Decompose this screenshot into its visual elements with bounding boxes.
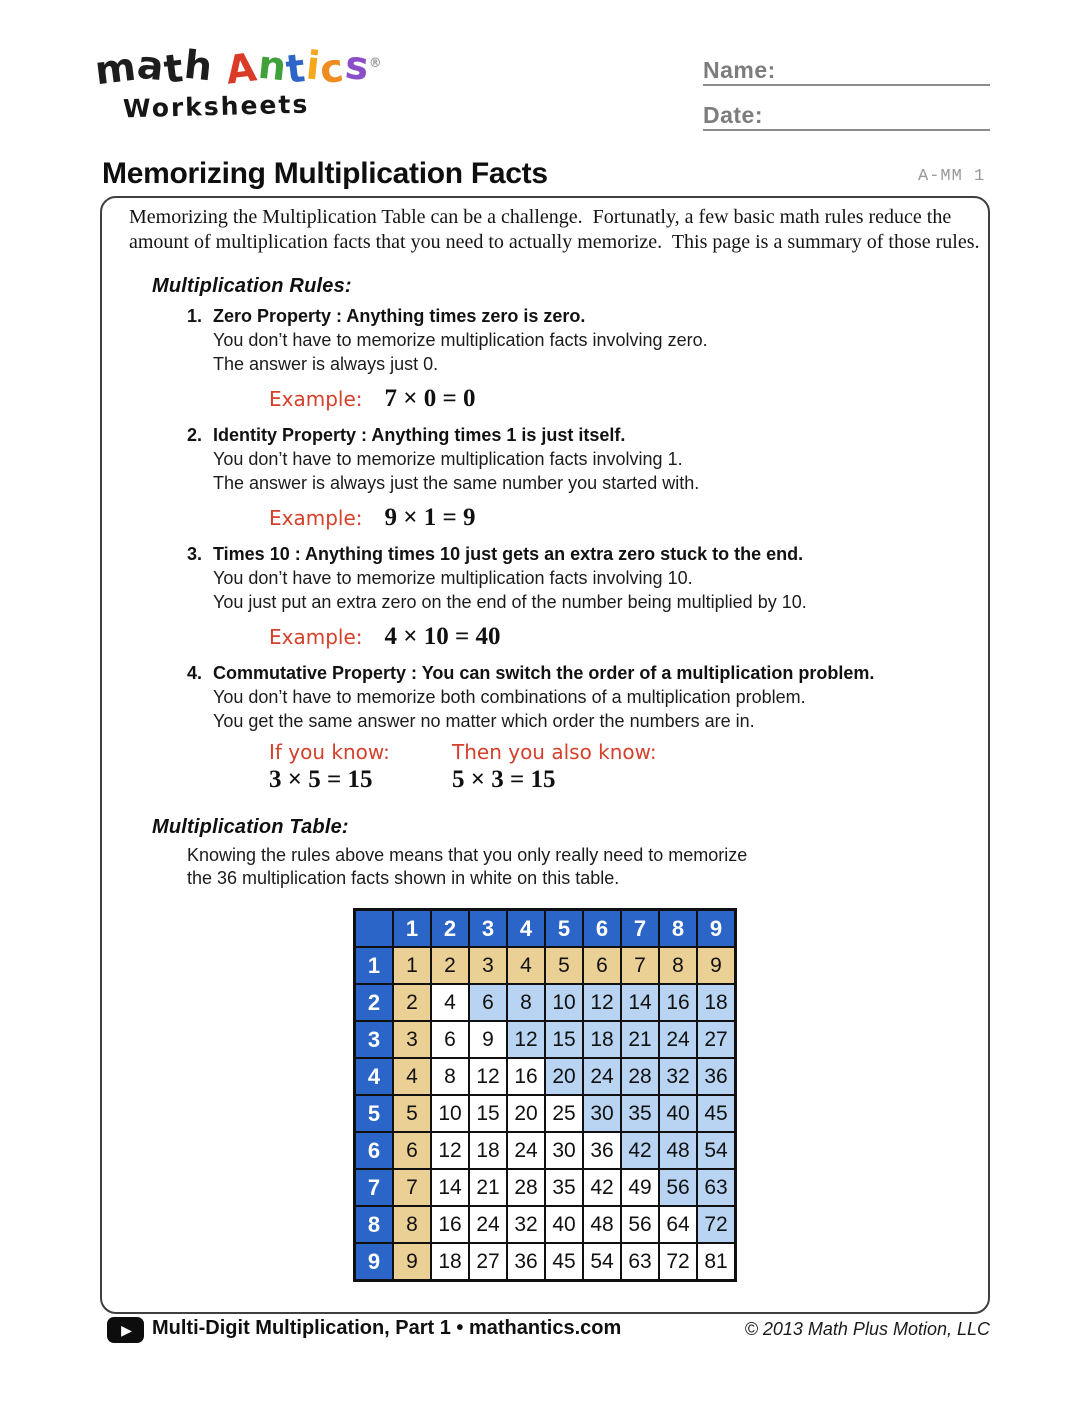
table-row: [355, 1206, 736, 1243]
table-row: [355, 947, 736, 984]
rule-body: [213, 566, 977, 614]
table-cell: 72: [697, 1206, 736, 1243]
table-cell: 42: [621, 1132, 659, 1169]
table-cell: 6: [393, 1132, 431, 1169]
table-cell: 1: [393, 947, 431, 984]
rule-heading-text: Identity Property : Anything times 1 is just itself.: [213, 425, 626, 445]
rule-heading-text: Commutative Property : You can switch the order of a multiplication problem.: [213, 663, 875, 683]
then-you-know-equation: 5 × 3 = 15: [452, 766, 556, 793]
example-row: [269, 623, 977, 651]
logo-wordmark: [92, 42, 383, 95]
table-corner-cell: [355, 910, 394, 948]
table-cell: 56: [659, 1169, 697, 1206]
table-cell: 16: [659, 984, 697, 1021]
rule-body-line-1: You don’t have to memorize multiplication facts involving 10.: [213, 568, 693, 588]
table-cell: 48: [659, 1132, 697, 1169]
table-cell: 24: [469, 1206, 507, 1243]
example-label: Example:: [269, 506, 363, 530]
table-cell: 15: [469, 1095, 507, 1132]
example-equation: 7 × 0 = 0: [384, 385, 476, 412]
table-cell: 8: [507, 984, 545, 1021]
rule-body: [213, 685, 977, 733]
table-intro-paragraph: [187, 844, 747, 890]
table-cell: 81: [697, 1243, 736, 1281]
table-row-header-9: 9: [355, 1243, 394, 1281]
table-row: [355, 1095, 736, 1132]
rule-heading-text: Times 10 : Anything times 10 just gets an extra zero stuck to the end.: [213, 544, 804, 564]
table-cell: 28: [507, 1169, 545, 1206]
rule-heading: [187, 543, 977, 566]
table-cell: 35: [621, 1095, 659, 1132]
table-row: [355, 1169, 736, 1206]
table-cell: 45: [545, 1243, 583, 1281]
table-row-header-8: 8: [355, 1206, 394, 1243]
rule-heading: [187, 424, 977, 447]
rule-body: [213, 328, 977, 376]
table-cell: 45: [697, 1095, 736, 1132]
table-cell: 30: [545, 1132, 583, 1169]
table-cell: 32: [659, 1058, 697, 1095]
rule-body-line-2: The answer is always just the same number you started with.: [213, 473, 700, 493]
table-col-header-2: 2: [431, 910, 469, 948]
example-row: [269, 504, 977, 532]
table-col-header-3: 3: [469, 910, 507, 948]
table-cell: 2: [393, 984, 431, 1021]
rule-number: 3.: [187, 544, 203, 564]
table-header-row: [355, 910, 736, 948]
example-equation: 4 × 10 = 40: [384, 623, 501, 650]
table-cell: 63: [697, 1169, 736, 1206]
then-you-know-column: [452, 740, 977, 794]
table-col-header-5: 5: [545, 910, 583, 948]
table-cell: 4: [507, 947, 545, 984]
table-intro-line-1: Knowing the rules above means that you only really need to memorize: [187, 845, 748, 865]
logo-word-antics: [223, 42, 372, 94]
rule-body-line-2: You get the same answer no matter which order the numbers are in.: [213, 711, 755, 731]
logo-letter: m: [92, 44, 140, 95]
table-cell: 24: [583, 1058, 621, 1095]
logo-letter: s: [342, 42, 372, 91]
table-cell: 18: [431, 1243, 469, 1281]
table-col-header-4: 4: [507, 910, 545, 948]
table-cell: 4: [431, 984, 469, 1021]
rule-body-line-2: You just put an extra zero on the end of the number being multiplied by 10.: [213, 592, 807, 612]
table-cell: 35: [545, 1169, 583, 1206]
table-row-header-4: 4: [355, 1058, 394, 1095]
table-cell: 8: [431, 1058, 469, 1095]
rule-body: [213, 447, 977, 495]
table-cell: 10: [545, 984, 583, 1021]
table-row: [355, 1021, 736, 1058]
rule-zero-property: [187, 305, 977, 413]
logo-letter: A: [223, 45, 261, 94]
table-col-header-6: 6: [583, 910, 621, 948]
table-cell: 10: [431, 1095, 469, 1132]
then-you-know-label: Then you also know:: [452, 740, 657, 764]
logo-letter: c: [317, 45, 348, 94]
table-cell: 6: [431, 1021, 469, 1058]
table-cell: 24: [507, 1132, 545, 1169]
table-cell: 54: [697, 1132, 736, 1169]
table-cell: 40: [659, 1095, 697, 1132]
table-cell: 3: [393, 1021, 431, 1058]
table-col-header-9: 9: [697, 910, 736, 948]
intro-line-1: Memorizing the Multiplication Table can be a challenge. Fortunatly, a few basic math rules reduce the: [129, 206, 952, 228]
date-field-line: [703, 102, 990, 131]
table-cell: 20: [507, 1095, 545, 1132]
math-antics-logo: [92, 42, 383, 124]
example-label: Example:: [269, 387, 363, 411]
table-cell: 48: [583, 1206, 621, 1243]
table-cell: 7: [621, 947, 659, 984]
table-cell: 14: [431, 1169, 469, 1206]
table-row: [355, 1132, 736, 1169]
table-cell: 9: [393, 1243, 431, 1281]
logo-letter: h: [181, 42, 215, 91]
footer-video-title: Multi-Digit Multiplication, Part 1 • mathantics.com: [152, 1317, 622, 1339]
table-col-header-8: 8: [659, 910, 697, 948]
example-equation: 9 × 1 = 9: [384, 504, 476, 531]
intro-line-2: amount of multiplication facts that you need to actually memorize. This page is a summary of those rules.: [129, 231, 980, 253]
table-intro-line-2: the 36 multiplication facts shown in white on this table.: [187, 868, 620, 888]
logo-letter: t: [283, 45, 309, 94]
table-cell: 9: [469, 1021, 507, 1058]
rule-body-line-1: You don’t have to memorize multiplication facts involving 1.: [213, 449, 683, 469]
table-cell: 15: [545, 1021, 583, 1058]
table-cell: 8: [393, 1206, 431, 1243]
table-cell: 32: [507, 1206, 545, 1243]
table-row-header-1: 1: [355, 947, 394, 984]
table-cell: 40: [545, 1206, 583, 1243]
table-cell: 6: [583, 947, 621, 984]
table-col-header-7: 7: [621, 910, 659, 948]
logo-word-math: [92, 42, 215, 95]
date-label: Date:: [703, 102, 764, 128]
table-cell: 27: [697, 1021, 736, 1058]
if-you-know-label: If you know:: [269, 740, 390, 764]
table-cell: 3: [469, 947, 507, 984]
table-cell: 12: [507, 1021, 545, 1058]
table-row-header-6: 6: [355, 1132, 394, 1169]
table-cell: 54: [583, 1243, 621, 1281]
table-cell: 14: [621, 984, 659, 1021]
rule-commutative-property: [187, 662, 977, 794]
table-cell: 56: [621, 1206, 659, 1243]
copyright-notice: © 2013 Math Plus Motion, LLC: [744, 1319, 990, 1339]
rule-heading: [187, 305, 977, 328]
table-cell: 63: [621, 1243, 659, 1281]
rule-number: 2.: [187, 425, 203, 445]
table-cell: 28: [621, 1058, 659, 1095]
table-cell: 9: [697, 947, 736, 984]
name-label: Name:: [703, 57, 776, 83]
table-row: [355, 1058, 736, 1095]
rule-number: 1.: [187, 306, 203, 326]
table-cell: 7: [393, 1169, 431, 1206]
table-row-header-5: 5: [355, 1095, 394, 1132]
table-cell: 27: [469, 1243, 507, 1281]
table-cell: 18: [583, 1021, 621, 1058]
table-cell: 12: [431, 1132, 469, 1169]
logo-letter: n: [255, 42, 289, 91]
table-cell: 36: [583, 1132, 621, 1169]
table-cell: 72: [659, 1243, 697, 1281]
table-cell: 6: [469, 984, 507, 1021]
table-cell: 2: [431, 947, 469, 984]
logo-letter: t: [161, 45, 187, 94]
table-row-header-3: 3: [355, 1021, 394, 1058]
rule-heading: [187, 662, 977, 685]
logo-letter: a: [134, 42, 167, 91]
play-triangle-icon: ▶: [121, 1322, 132, 1338]
multiplication-table: [353, 908, 737, 1282]
rule-body-line-1: You don’t have to memorize both combinations of a multiplication problem.: [213, 687, 806, 707]
table-row: [355, 1243, 736, 1281]
table-section-heading: Multiplication Table:: [152, 816, 349, 838]
intro-paragraph: [129, 205, 980, 255]
example-row: [269, 385, 977, 413]
rule-body-line-1: You don’t have to memorize multiplication facts involving zero.: [213, 330, 708, 350]
table-cell: 21: [621, 1021, 659, 1058]
page-title: Memorizing Multiplication Facts: [102, 157, 548, 190]
table-cell: 12: [469, 1058, 507, 1095]
table-cell: 5: [393, 1095, 431, 1132]
rule-number: 4.: [187, 663, 203, 683]
table-cell: 36: [507, 1243, 545, 1281]
table-cell: 5: [545, 947, 583, 984]
table-cell: 30: [583, 1095, 621, 1132]
registered-trademark-icon: ®: [368, 56, 383, 71]
table-cell: 20: [545, 1058, 583, 1095]
table-cell: 21: [469, 1169, 507, 1206]
rules-section-heading: Multiplication Rules:: [152, 275, 352, 297]
rule-identity-property: [187, 424, 977, 532]
logo-subtitle: Worksheets: [122, 89, 310, 124]
name-field-line: [703, 57, 990, 86]
worksheet-code: A-MM 1: [918, 167, 986, 186]
table-cell: 49: [621, 1169, 659, 1206]
table-cell: 12: [583, 984, 621, 1021]
table-cell: 18: [469, 1132, 507, 1169]
rule-body-line-2: The answer is always just 0.: [213, 354, 439, 374]
table-cell: 16: [431, 1206, 469, 1243]
play-icon: [107, 1317, 144, 1343]
commutative-examples: [269, 740, 977, 794]
if-you-know-equation: 3 × 5 = 15: [269, 766, 373, 793]
logo-letter: i: [303, 43, 323, 90]
table-row-header-2: 2: [355, 984, 394, 1021]
rule-times-ten: [187, 543, 977, 651]
table-row-header-7: 7: [355, 1169, 394, 1206]
table-cell: 42: [583, 1169, 621, 1206]
table-cell: 24: [659, 1021, 697, 1058]
table-row: [355, 984, 736, 1021]
table-cell: 18: [697, 984, 736, 1021]
content-box: [100, 196, 990, 1314]
if-you-know-column: [269, 740, 452, 794]
table-cell: 36: [697, 1058, 736, 1095]
table-cell: 25: [545, 1095, 583, 1132]
example-label: Example:: [269, 625, 363, 649]
table-cell: 16: [507, 1058, 545, 1095]
table-col-header-1: 1: [393, 910, 431, 948]
table-cell: 64: [659, 1206, 697, 1243]
student-fields: [703, 57, 990, 147]
table-cell: 8: [659, 947, 697, 984]
rule-heading-text: Zero Property : Anything times zero is zero.: [213, 306, 586, 326]
table-cell: 4: [393, 1058, 431, 1095]
